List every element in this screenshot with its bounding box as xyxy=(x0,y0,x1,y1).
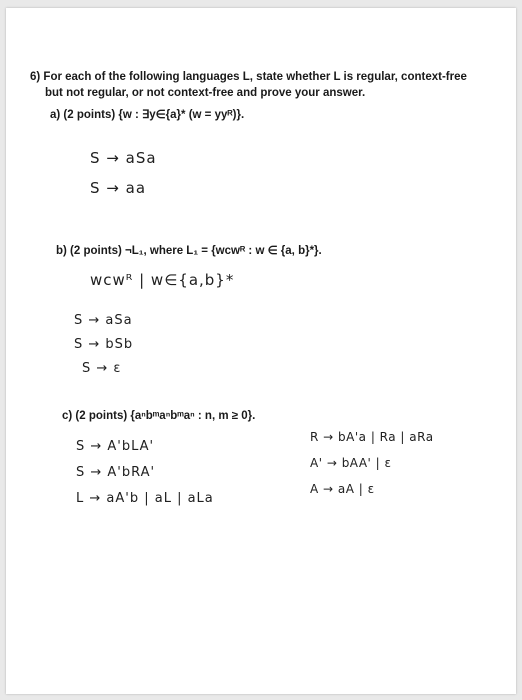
part-c-right-line-1: R → bA'a | Ra | aRa xyxy=(310,430,434,444)
part-a-answer-line-2: S → aa xyxy=(90,179,147,197)
part-c-left-line-3: L → aA'b | aL | aLa xyxy=(76,491,214,506)
document-page xyxy=(6,8,516,694)
question-intro-line-1: 6) For each of the following languages L, state whether L is regular, context-free xyxy=(30,71,467,83)
part-c-right-line-2: A' → bAA' | ε xyxy=(310,456,392,470)
part-c-left-line-2: S → A'bRA' xyxy=(76,465,156,480)
part-a-answer-line-1: S → aSa xyxy=(90,149,157,167)
part-c-right-line-3: A → aA | ε xyxy=(310,482,375,496)
question-intro-line-2: but not regular, or not context-free and prove your answer. xyxy=(45,87,366,99)
part-b-answer-line-4: S → ε xyxy=(82,361,122,376)
part-b-answer-line-3: S → bSb xyxy=(74,337,134,352)
part-b-answer-line-1: wcwᴿ | w∈{a,b}* xyxy=(90,271,235,289)
part-b-answer-line-2: S → aSa xyxy=(74,313,133,328)
part-a-prompt: a) (2 points) {w : ∃y∈{a}* (w = yyᴿ)}. xyxy=(50,109,245,121)
part-b-prompt: b) (2 points) ¬L₁, where L₁ = {wcwᴿ : w ∈ {a, b}*}. xyxy=(56,245,322,257)
part-c-prompt: c) (2 points) {aⁿbᵐaⁿbᵐaⁿ : n, m ≥ 0}. xyxy=(62,410,256,422)
part-c-left-line-1: S → A'bLA' xyxy=(76,439,155,454)
